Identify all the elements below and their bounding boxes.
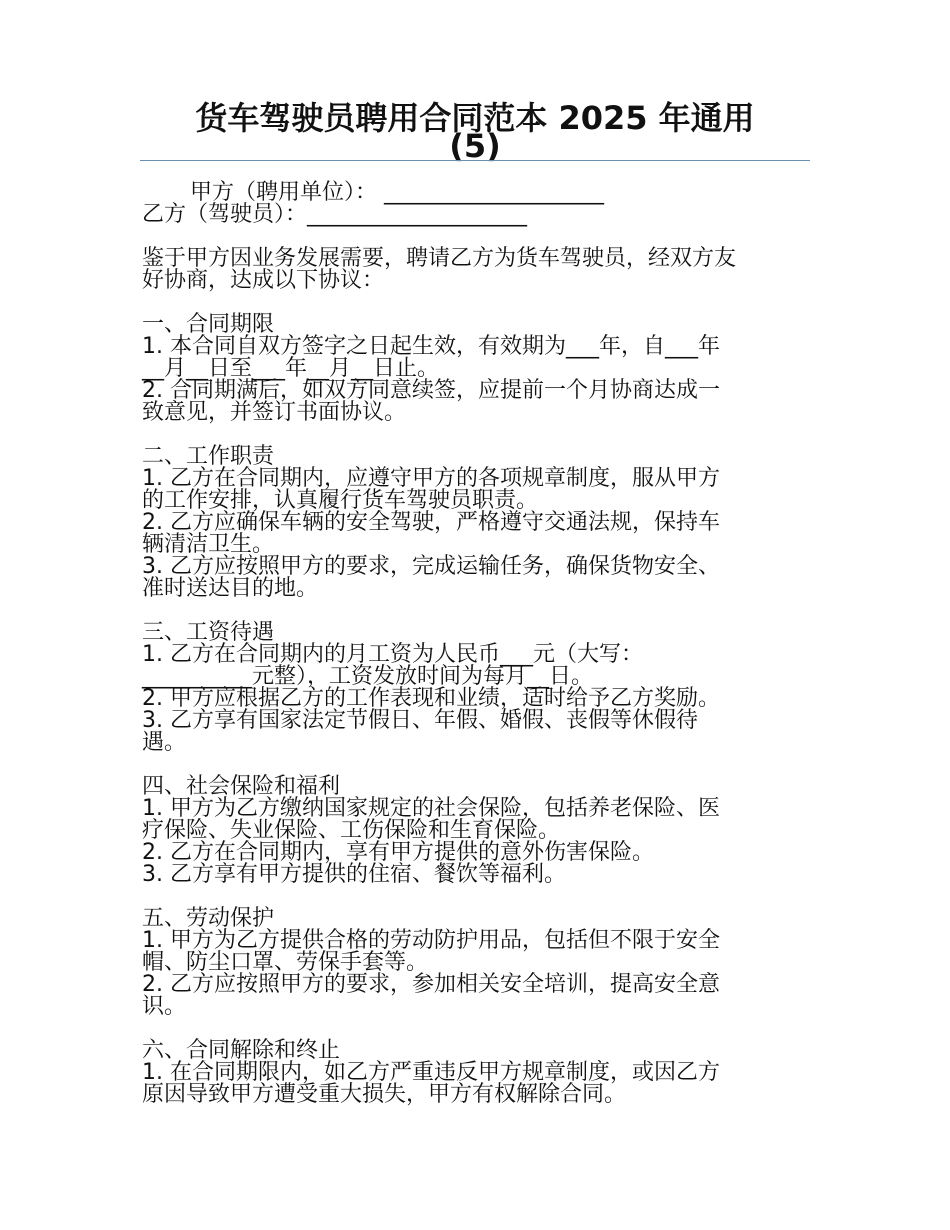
- paragraph-spacer: [142, 292, 822, 314]
- document-title: [140, 99, 810, 165]
- text-line: 的工作安排，认真履行货车驾驶员职责。: [142, 488, 539, 513]
- text-line: 1. 甲方为乙方提供合格的劳动防护用品，包括但不限于安全: [142, 928, 720, 953]
- text-line: 遇。: [142, 730, 187, 755]
- text-line: 1. 本合同自双方签字之日起生效，有效期为___年，自___年: [142, 334, 720, 359]
- text-line: 致意见，并签订书面协议。: [142, 400, 407, 425]
- text-line: 1. 乙方在合同期内的月工资为人民币___元（大写：: [142, 642, 643, 667]
- text-line: 帽、防尘口罩、劳保手套等。: [142, 950, 429, 975]
- text-line: 二、工作职责: [142, 444, 275, 469]
- text-line: 四、社会保险和福利: [142, 774, 341, 799]
- text-line: 一、合同期限: [142, 312, 275, 337]
- text-line: 2. 甲方应根据乙方的工作表现和业绩，适时给予乙方奖励。: [142, 686, 720, 711]
- text-line: 识。: [142, 994, 187, 1019]
- text-line: 疗保险、失业保险、工伤保险和生育保险。: [142, 818, 561, 843]
- paragraph-spacer: [142, 1018, 822, 1040]
- text-line: 三、工资待遇: [142, 620, 275, 645]
- paragraph-spacer: [142, 886, 822, 908]
- text-line: 好协商，达成以下协议：: [142, 268, 385, 293]
- paragraph-spacer: [142, 600, 822, 622]
- text-line: 原因导致甲方遭受重大损失，甲方有权解除合同。: [142, 1082, 627, 1107]
- text-line: 五、劳动保护: [142, 906, 275, 931]
- text-line: 2. 乙方应按照甲方的要求，参加相关安全培训，提高安全意: [142, 972, 720, 997]
- text-line: 1. 乙方在合同期内，应遵守甲方的各项规章制度，服从甲方: [142, 466, 720, 491]
- text-line: __________元整），工资发放时间为每月__日。: [142, 664, 594, 689]
- text-line: 准时送达目的地。: [142, 576, 319, 601]
- paragraph-spacer: [142, 754, 822, 776]
- title-line-1: 货车驾驶员聘用合同范本 2025 年通用: [195, 99, 755, 137]
- document-body: [142, 182, 822, 1106]
- text-line: 2. 乙方在合同期内，享有甲方提供的意外伤害保险。: [142, 840, 654, 865]
- text-line: 1. 在合同期限内，如乙方严重违反甲方规章制度，或因乙方: [142, 1060, 720, 1085]
- text-line: 六、合同解除和终止: [142, 1038, 341, 1063]
- text-line: __月__日至___年__月__日止。: [142, 356, 440, 381]
- text-line: 3. 乙方享有国家法定节假日、年假、婚假、丧假等休假待: [142, 708, 698, 733]
- text-line: 乙方（驾驶员）：____________________: [142, 202, 528, 227]
- text-line: 鉴于甲方因业务发展需要，聘请乙方为货车驾驶员，经双方友: [142, 246, 737, 271]
- text-line: 3. 乙方应按照甲方的要求，完成运输任务，确保货物安全、: [142, 554, 720, 579]
- text-line: 甲方（聘用单位）： ____________________: [190, 180, 604, 205]
- text-line: 1. 甲方为乙方缴纳国家规定的社会保险，包括养老保险、医: [142, 796, 720, 821]
- text-line: 辆清洁卫生。: [142, 532, 275, 557]
- title-line-2: (5): [449, 127, 501, 165]
- text-line: 2. 乙方应确保车辆的安全驾驶，严格遵守交通法规，保持车: [142, 510, 720, 535]
- text-line: 3. 乙方享有甲方提供的住宿、餐饮等福利。: [142, 862, 566, 887]
- text-line: 2. 合同期满后，如双方同意续签，应提前一个月协商达成一: [142, 378, 720, 403]
- paragraph-spacer: [142, 424, 822, 446]
- paragraph-spacer: [142, 226, 822, 248]
- title-divider: [140, 160, 810, 161]
